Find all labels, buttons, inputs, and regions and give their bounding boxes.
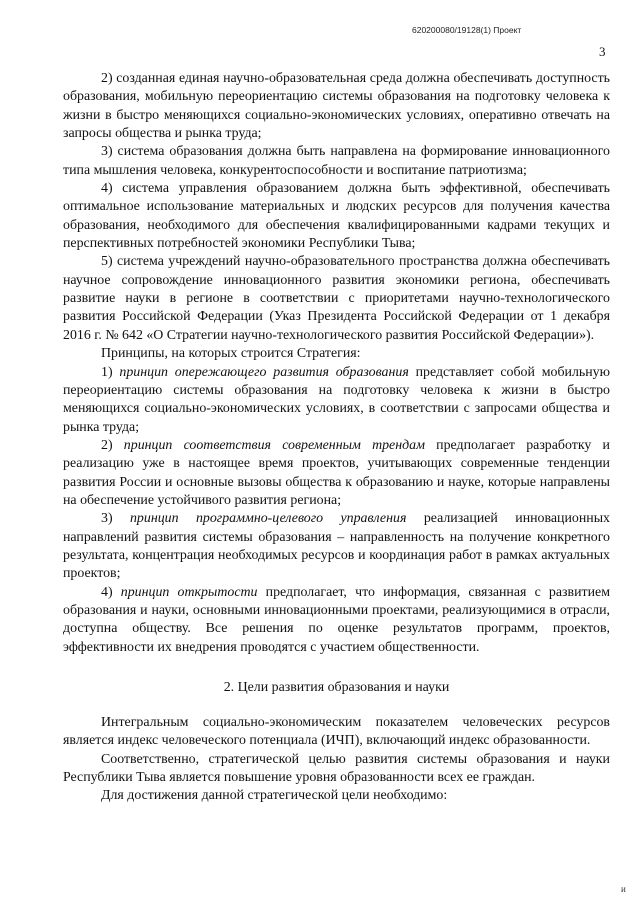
section-heading: 2. Цели развития образования и науки [223,680,450,695]
paragraph-item-5: 5) система учреждений научно-образовательного пространства должна обеспечивать научное сопровождение инновационного развития экономики региона, обеспечивать развитие науки в регионе в соответствии с приоритетами научно-технологического развития Российской Федерации (Указ Президента Российской Федерации от 1 декабря 2016 г. № 642 «О Стратегии научно-технологического развития Российской Федерации»). [63,254,610,343]
section-paragraph: Соответственно, стратегической целью развития системы образования и науки Республики Тыва является повышение уровня образованности всех ее граждан. [63,751,610,786]
principle-item [63,584,610,657]
page-number: 3 [599,44,606,59]
principle-number: 3) [101,511,113,527]
principle-item [63,510,610,583]
principle-name: принцип открытости [120,584,258,600]
principle-name: принцип программно-целевого управления [129,511,407,527]
paragraph-item-2: 2) созданная единая научно-образовательная среда должна обеспечивать доступность образования, мобильную переориентацию системы образования на подготовку человека к жизни в быстро меняющихся социально-экономических условиях, оперативно отвечать на запросы общества и рынка труда; [63,71,610,142]
principle-text: предполагает, что информация, связанная с развитием образования и науки, основными инновационными проектами, реализующимися в отрасли, доступна обществу. Все решения по оценке результатов программ, проектов, эффективности их внедрения проводятся с участием общественности. [63,584,610,655]
principle-name: принцип соответствия современным трендам [123,437,425,453]
section-body [63,714,610,806]
paragraph-item-4: 4) система управления образованием должна быть эффективной, обеспечивать оптимальное использование материальных и людских ресурсов для получения качества образования, необходимого для обеспечения квалифицированными кадрами текущих и перспективных потребностей экономики Республики Тыва; [63,181,610,252]
principle-item [63,364,610,437]
principle-text: предполагает разработку и реализацию уже в настоящее время проектов, учитывающих современные тенденции развития России и основные вызовы общества к образованию и науке, которые направлены на обеспечение устойчивого развития региона; [63,437,610,508]
section-paragraph: Интегральным социально-экономическим показателем человеческих ресурсов является индекс человеческого потенциала (ИЧП), включающий индекс образованности. [63,715,610,749]
strategy-body [63,70,610,657]
principle-item [63,437,610,510]
document-code: 620200080/19128(1) Проект [412,25,522,35]
principle-number: 1) [101,364,113,380]
section-paragraph: Для достижения данной стратегической цели необходимо: [101,788,448,804]
principle-text: реализацией инновационных направлений развития системы образования – направленность на получение конкретного результата, концентрация необходимых ресурсов и координация работ в рамках актуальных проектов; [63,511,611,582]
principle-number: 4) [101,584,113,600]
handwritten-corner-mark: и [621,884,626,894]
paragraph-item-3: 3) система образования должна быть направлена на формирование инновационного типа мышления человека, конкурентоспособности и воспитание патриотизма; [63,144,610,178]
principles-intro: Принципы, на которых строится Стратегия: [101,346,361,362]
principle-number: 2) [101,437,113,453]
principle-name: принцип опережающего развития образования [119,364,409,380]
principle-text: представляет собой мобильную переориентацию системы образования на подготовку человека к жизни в быстро меняющихся социально-экономических условиях, в соответствии с запросами общества и рынка труда; [63,364,611,435]
